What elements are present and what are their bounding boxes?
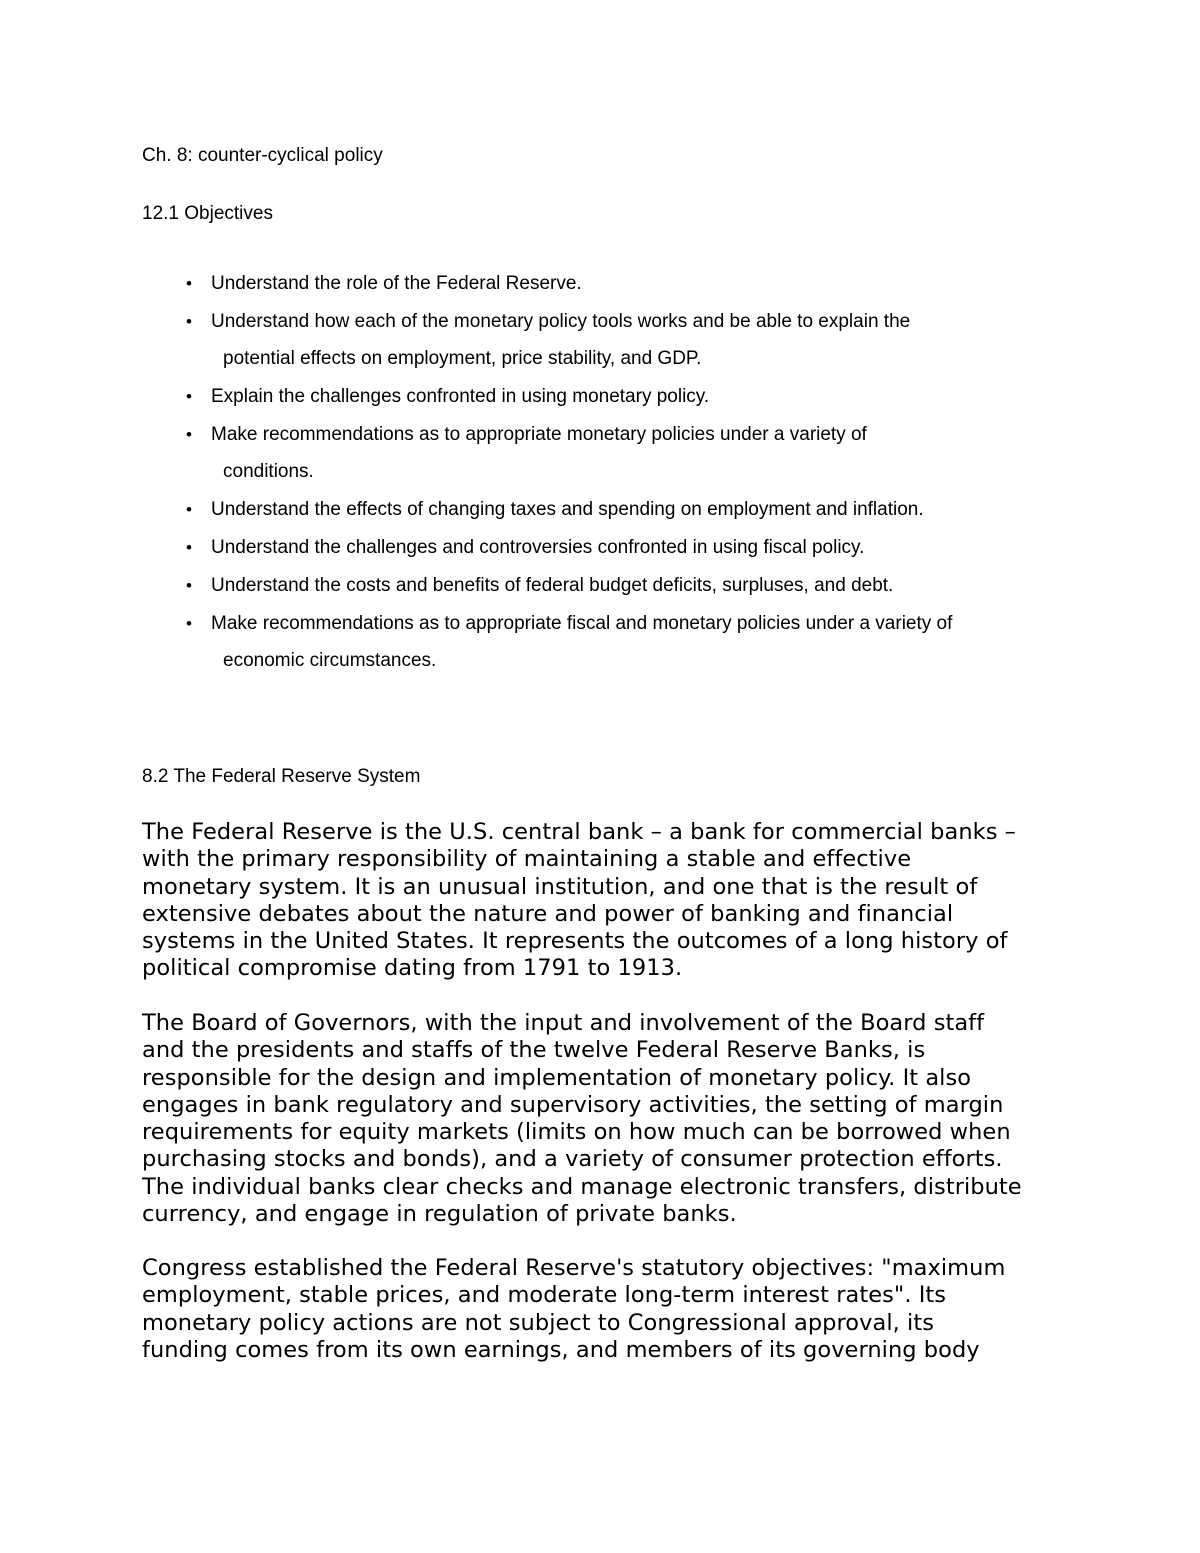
paragraph-line: currency, and engage in regulation of private banks. [142, 1201, 737, 1228]
bullet-icon: • [186, 387, 192, 406]
objective-text: Explain the challenges confronted in using monetary policy. [211, 386, 710, 407]
paragraph-line: employment, stable prices, and moderate long-term interest rates". Its [142, 1282, 947, 1309]
paragraph-line: The individual banks clear checks and manage electronic transfers, distribute [142, 1173, 1022, 1200]
objective-text: Understand the costs and benefits of federal budget deficits, surpluses, and debt. [211, 575, 894, 596]
list-item [186, 378, 1086, 415]
bullet-icon: • [186, 312, 192, 331]
bullet-icon: • [186, 576, 192, 595]
paragraph-line: The Board of Governors, with the input and involvement of the Board staff [142, 1010, 985, 1036]
list-item [186, 265, 1086, 302]
chapter-title: Ch. 8: counter-cyclical policy [142, 145, 383, 166]
bullet-icon: • [186, 500, 192, 519]
list-item [186, 491, 1086, 528]
objective-text-continued: economic circumstances. [223, 650, 437, 671]
objective-text: Understand the challenges and controversies confronted in using fiscal policy. [211, 537, 865, 558]
paragraph-board-of-governors [142, 1010, 1072, 1228]
bullet-icon: • [186, 538, 192, 557]
objectives-heading: 12.1 Objectives [142, 203, 273, 224]
objective-text: Make recommendations as to appropriate monetary policies under a variety of [211, 424, 867, 445]
objective-text-continued: potential effects on employment, price stability, and GDP. [223, 348, 702, 369]
objective-text: Understand how each of the monetary policy tools works and be able to explain the [211, 311, 911, 332]
paragraph-statutory-objectives [142, 1255, 1072, 1364]
objective-text: Understand the role of the Federal Reserve. [211, 273, 582, 294]
list-item [186, 605, 1086, 679]
paragraph-line: Congress established the Federal Reserve's statutory objectives: "maximum [142, 1255, 1006, 1281]
list-item [186, 303, 1086, 377]
bullet-icon: • [186, 274, 192, 293]
paragraph-line: extensive debates about the nature and power of banking and financial [142, 900, 954, 927]
list-item [186, 416, 1086, 490]
paragraph-federal-reserve-intro [142, 819, 1072, 983]
paragraph-line: requirements for equity markets (limits on how much can be borrowed when [142, 1119, 1011, 1146]
list-item [186, 567, 1086, 604]
bullet-icon: • [186, 425, 192, 444]
paragraph-line: with the primary responsibility of maintaining a stable and effective [142, 846, 912, 873]
objectives-list [186, 265, 1086, 680]
paragraph-line: responsible for the design and implementation of monetary policy. It also [142, 1064, 972, 1091]
paragraph-line: The Federal Reserve is the U.S. central bank – a bank for commercial banks – [142, 819, 1016, 845]
section-heading: 8.2 The Federal Reserve System [142, 766, 421, 787]
paragraph-line: engages in bank regulatory and supervisory activities, the setting of margin [142, 1091, 1004, 1118]
objective-text: Make recommendations as to appropriate fiscal and monetary policies under a variety of [211, 613, 953, 634]
paragraph-line: political compromise dating from 1791 to 1913. [142, 955, 683, 982]
paragraph-line: monetary system. It is an unusual institution, and one that is the result of [142, 873, 978, 900]
bullet-icon: • [186, 614, 192, 633]
paragraph-line: and the presidents and staffs of the twelve Federal Reserve Banks, is [142, 1037, 926, 1064]
paragraph-line: systems in the United States. It represents the outcomes of a long history of [142, 928, 1008, 955]
objective-text: Understand the effects of changing taxes and spending on employment and inflation. [211, 499, 924, 520]
objective-text-continued: conditions. [223, 461, 314, 482]
paragraph-line: funding comes from its own earnings, and members of its governing body [142, 1336, 980, 1363]
list-item [186, 529, 1086, 566]
paragraph-line: monetary policy actions are not subject to Congressional approval, its [142, 1309, 934, 1336]
paragraph-line: purchasing stocks and bonds), and a variety of consumer protection efforts. [142, 1146, 1003, 1173]
